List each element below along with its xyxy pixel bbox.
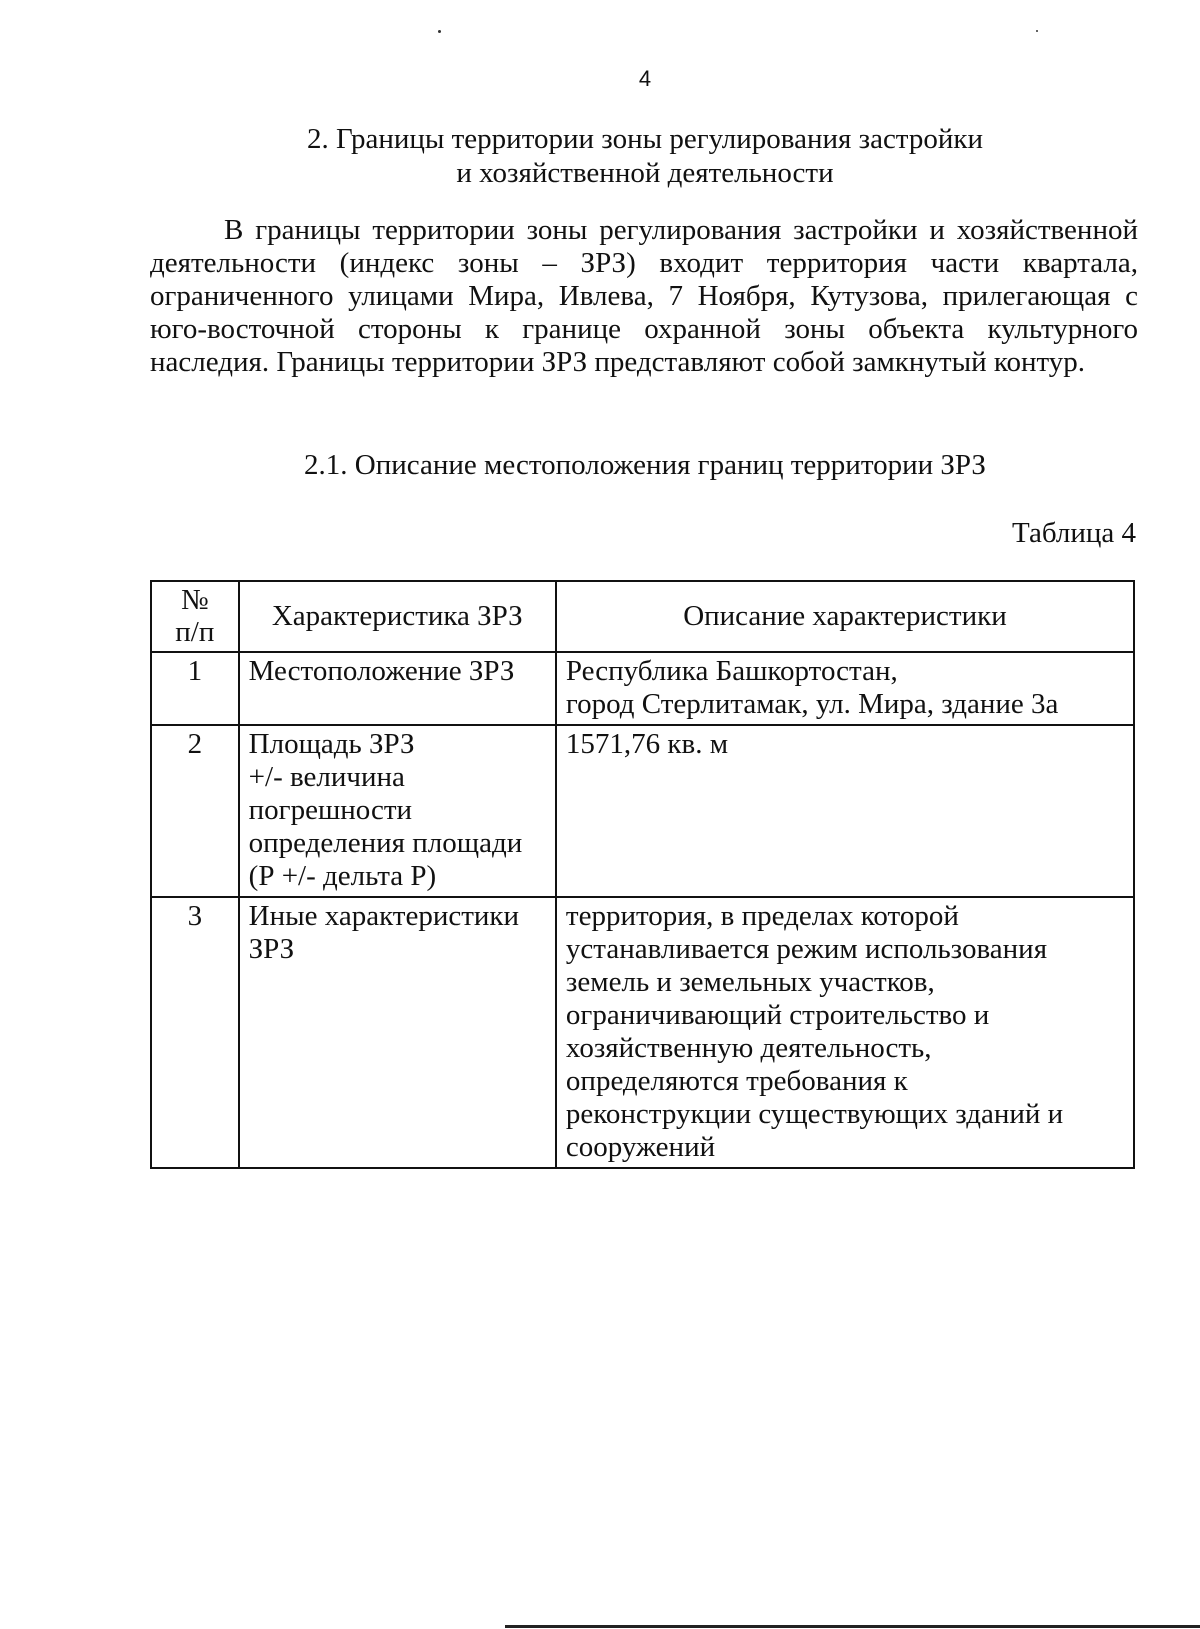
page-number: 4 [638, 66, 652, 91]
scan-speck [1036, 30, 1038, 32]
section-title [150, 122, 1140, 190]
characteristic-line: +/- величина [248, 761, 405, 793]
description-line: территория, в пределах которой [565, 900, 959, 932]
characteristic-line: ЗРЗ [248, 933, 295, 965]
row-num: 1 [151, 652, 239, 725]
description-line: сооружений [565, 1131, 716, 1163]
scan-speck [438, 30, 441, 33]
row-num: 3 [151, 897, 239, 1168]
bottom-rule [505, 1625, 1200, 1628]
header-num [151, 581, 239, 652]
description-line: город Стерлитамак, ул. Мира, здание 3а [565, 688, 1059, 720]
section-title-line-2: и хозяйственной деятельности [456, 157, 834, 189]
table-row [151, 725, 1134, 897]
description-line: устанавливается режим использования [565, 933, 1048, 965]
header-description: Описание характеристики [556, 581, 1134, 652]
row-description [556, 897, 1134, 1168]
body-paragraph: В границы территории зоны регулирования застройки и хозяйственной деятельности (индекс зоны – ЗРЗ) входит территория части квартала, ограниченного улицами Мира, Ивлева, 7 Ноября, Кутузова, прилегающая с юго-восточной стороны к границе охранной зоны объекта культурного наследия. Границы территории ЗРЗ представляют собой замкнутый контур. [150, 214, 1138, 378]
characteristic-line: погрешности [248, 794, 413, 826]
row-description: 1571,76 кв. м [556, 725, 1134, 897]
description-line: реконструкции существующих зданий и [565, 1098, 1064, 1130]
table-header-row [151, 581, 1134, 652]
characteristic-line: определения площади [248, 827, 523, 859]
table-row [151, 897, 1134, 1168]
characteristics-table [150, 580, 1135, 1169]
header-num-line-2: п/п [175, 616, 215, 648]
characteristic-line: (Р +/- дельта Р) [248, 860, 437, 892]
header-characteristic: Характеристика ЗРЗ [239, 581, 556, 652]
description-line: определяются требования к [565, 1065, 908, 1097]
section-title-line-1: 2. Границы территории зоны регулирования застройки [307, 123, 983, 155]
table-caption: Таблица 4 [1011, 517, 1136, 549]
description-line: Республика Башкортостан, [565, 655, 898, 687]
characteristic-line: Иные характеристики [248, 900, 520, 932]
description-line: хозяйственную деятельность, [565, 1032, 932, 1064]
row-description [556, 652, 1134, 725]
description-line: земель и земельных участков, [565, 966, 935, 998]
row-characteristic [239, 897, 556, 1168]
table-row [151, 652, 1134, 725]
header-num-line-1: № [180, 584, 209, 616]
subsection-title: 2.1. Описание местоположения границ территории ЗРЗ [304, 449, 986, 481]
row-characteristic [239, 725, 556, 897]
description-line: ограничивающий строительство и [565, 999, 990, 1031]
characteristic-line: Площадь ЗРЗ [248, 728, 415, 760]
row-num: 2 [151, 725, 239, 897]
row-characteristic: Местоположение ЗРЗ [239, 652, 556, 725]
